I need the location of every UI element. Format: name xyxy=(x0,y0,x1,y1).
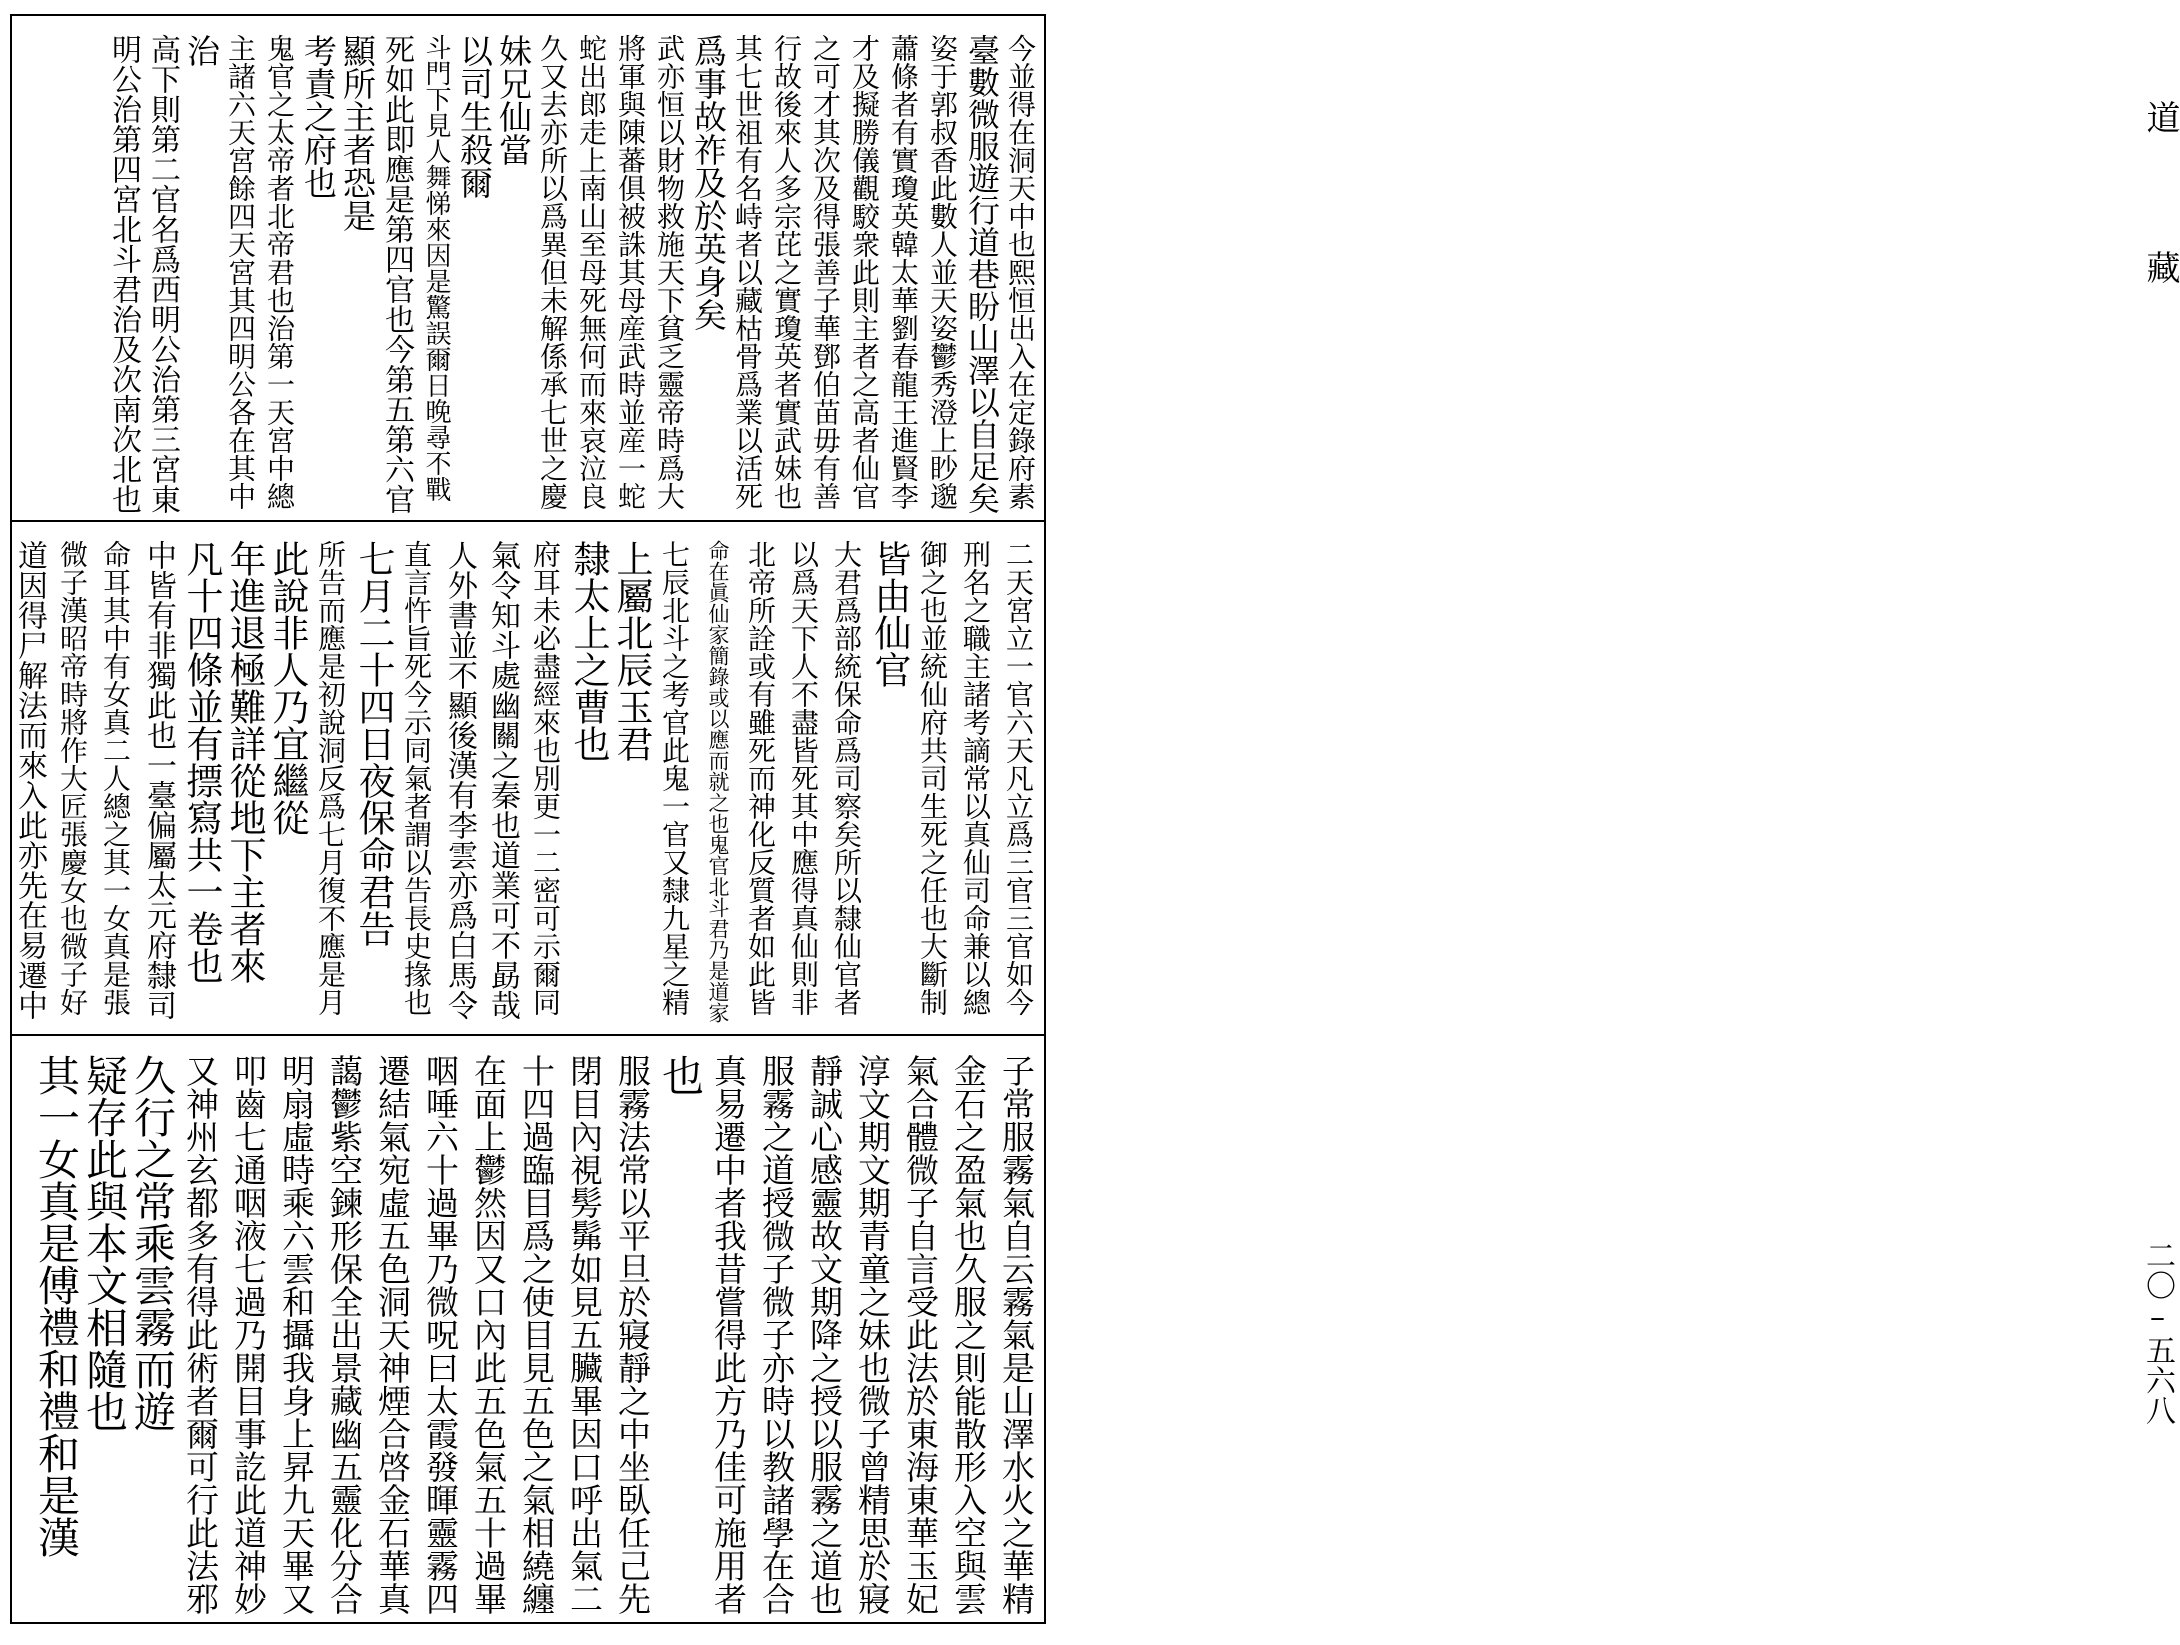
column-text: 北帝所詮或有雖死而神化反質者如此皆 xyxy=(744,540,777,1016)
column-text: 蕭條者有實瓊英韓太華劉春龍王進賢李 xyxy=(887,34,920,510)
margin-title-char: 藏 xyxy=(2140,250,2180,284)
text-column xyxy=(436,522,479,1034)
text-column xyxy=(375,16,414,520)
text-column xyxy=(798,1036,846,1622)
column-text: 鬼官之太帝者北帝君也治第一天宮中總 xyxy=(263,34,296,510)
column-text: 死如此即應是第四官也今第五第六官 xyxy=(379,34,414,514)
text-region-bottom xyxy=(10,1036,1046,1622)
column-text: 顯所主者恐是 xyxy=(338,34,377,232)
text-column xyxy=(336,16,375,520)
column-text: 十四過臨目爲之使目見五色之氣相繞纏 xyxy=(517,1054,556,1615)
text-column xyxy=(999,16,1038,520)
text-column xyxy=(765,16,804,520)
text-column xyxy=(570,16,609,520)
column-text: 氣合體微子自言受此法於東海東華玉妃 xyxy=(901,1054,940,1615)
text-column xyxy=(804,16,843,520)
column-text: 藹鬱紫空鍊形保全出景藏幽五靈化分合 xyxy=(325,1054,364,1615)
text-region-middle xyxy=(10,522,1046,1034)
column-text: 靜誠心感靈故文期降之授以服霧之道也 xyxy=(805,1054,844,1615)
column-text: 府耳未必盡經來也別更一二密可示爾同 xyxy=(529,540,562,1016)
text-column xyxy=(882,16,921,520)
text-column xyxy=(909,522,952,1034)
column-text: 明公治第四宮北斗君治及次南次北也 xyxy=(106,34,141,514)
column-text: 妹兄仙當 xyxy=(494,34,533,166)
text-column xyxy=(180,16,219,520)
text-column xyxy=(990,1036,1038,1622)
column-text: 皆由仙官 xyxy=(868,540,911,688)
column-text: 服霧之道授微子微子亦時以教諸學在合 xyxy=(757,1054,796,1615)
column-text: 遷結氣宛虛五色洞天神煙合啓金石華真 xyxy=(373,1054,412,1615)
text-column xyxy=(102,16,141,520)
column-text: 七辰北斗之考官此鬼一官又隸九星之精 xyxy=(658,540,691,1016)
column-text: 臺數微服遊行道巷盼山澤以自足矣 xyxy=(963,34,1001,514)
column-text: 子常服霧氣自云霧氣是山澤水火之華精 xyxy=(997,1054,1036,1615)
text-column xyxy=(608,522,651,1034)
text-column xyxy=(702,1036,750,1622)
column-text: 斗門下見人舞悌來因是驚誤爾日晚尋不戰 xyxy=(421,34,451,502)
text-column xyxy=(30,1036,81,1622)
column-text: 御之也並統仙府共司生死之任也大斷制 xyxy=(916,540,949,1016)
text-column xyxy=(141,16,180,520)
text-column xyxy=(609,16,648,520)
text-column xyxy=(921,16,960,520)
text-column xyxy=(995,522,1038,1034)
column-text: 大君爲部統保命爲司察矣所以隸仙官者 xyxy=(830,540,863,1016)
text-column xyxy=(135,522,178,1034)
text-column xyxy=(307,522,350,1034)
text-column xyxy=(654,1036,705,1622)
text-column xyxy=(366,1036,414,1622)
text-column xyxy=(823,522,866,1034)
column-text: 金石之盈氣也久服之則能散形入空與雲 xyxy=(949,1054,988,1615)
text-column xyxy=(846,1036,894,1622)
text-column xyxy=(510,1036,558,1622)
column-text: 命耳其中有女真二人總之其一女真是張 xyxy=(99,540,132,1016)
column-text: 其一女真是傅禮和禮和是漢 xyxy=(32,1054,81,1558)
text-column xyxy=(479,522,522,1034)
text-column xyxy=(264,522,307,1034)
column-text: 將軍與陳蕃俱被誅其母産武時並産一蛇 xyxy=(614,34,647,510)
text-column xyxy=(843,16,882,520)
text-column xyxy=(737,522,780,1034)
column-text: 也 xyxy=(656,1054,705,1096)
column-text: 明扇虛時乘六雲和攝我身上昇九天畢又 xyxy=(277,1054,316,1615)
text-column xyxy=(6,522,49,1034)
text-column xyxy=(651,522,694,1034)
column-text: 久行之常乘雲霧而遊 xyxy=(128,1054,177,1432)
text-region-top xyxy=(10,16,1046,520)
column-text: 所告而應是初說洞反爲七月復不應是月 xyxy=(314,540,347,1016)
column-text: 以司生殺爾 xyxy=(455,34,494,199)
column-text: 二天宮立一官六天凡立爲三官三官如今 xyxy=(1002,540,1035,1016)
column-text: 真易遷中者我昔嘗得此方乃佳可施用者 xyxy=(709,1054,748,1615)
text-column xyxy=(92,522,135,1034)
text-column xyxy=(222,1036,270,1622)
column-text: 凡十四條並有摽寫共一卷也 xyxy=(180,540,223,984)
column-text: 高下則第二官名爲西明公治第三宮東 xyxy=(145,34,180,514)
text-column xyxy=(531,16,570,520)
text-column xyxy=(453,16,492,520)
text-column xyxy=(866,522,909,1034)
text-column xyxy=(726,16,765,520)
text-column xyxy=(126,1036,177,1622)
column-text: 直言忤旨死今示同氣者謂以告長史掾也 xyxy=(400,540,433,1016)
text-column xyxy=(393,522,436,1034)
text-column xyxy=(270,1036,318,1622)
column-text: 治 xyxy=(182,34,221,67)
column-text: 爲事故祚及於英身矣 xyxy=(689,34,728,331)
page-number: 二〇–五六八 xyxy=(2140,1240,2175,1425)
text-column xyxy=(297,16,336,520)
column-text: 中皆有非獨此也一臺偏屬太元府隸司 xyxy=(141,540,176,1020)
column-text: 蛇出郎走上南山至母死無何而來哀泣良 xyxy=(575,34,608,510)
text-column xyxy=(462,1036,510,1622)
column-text: 才及擬勝儀觀駮衆此則主者之高者仙官 xyxy=(848,34,881,510)
text-column xyxy=(894,1036,942,1622)
margin-title-char: 道 xyxy=(2140,100,2180,134)
column-text: 武亦恒以財物救施天下貧乏靈帝時爲大 xyxy=(653,34,686,510)
column-text: 考責之府也 xyxy=(299,34,338,199)
column-text: 在面上鬱然因又口內此五色氣五十過畢 xyxy=(469,1054,508,1615)
column-text: 姿于郭叔香此數人並天姿鬱秀澄上眇邈 xyxy=(926,34,959,510)
column-text: 行故後來人多宗芘之實瓊英者實武妹也 xyxy=(770,34,803,510)
column-text: 上屬北辰玉君 xyxy=(610,540,653,762)
column-text: 刑名之職主諸考謫常以真仙司命兼以總 xyxy=(959,540,992,1016)
text-column xyxy=(942,1036,990,1622)
column-text: 命在眞仙家簡錄或以應而就之也鬼官北斗君乃是道家 xyxy=(706,540,730,1023)
text-column xyxy=(178,522,221,1034)
text-column xyxy=(558,1036,606,1622)
column-text: 淳文期文期青童之妹也微子曾精思於寢 xyxy=(853,1054,892,1615)
column-text: 閉目內視髣髴如見五臟畢因口呼出氣二 xyxy=(565,1054,604,1615)
text-column xyxy=(350,522,393,1034)
column-text: 此說非人乃宜繼從 xyxy=(266,540,309,836)
column-text: 氣令知斗處幽關之秦也道業可不勗哉 xyxy=(485,540,520,1020)
text-column xyxy=(780,522,823,1034)
text-column xyxy=(648,16,687,520)
column-text: 又神州玄都多有得此術者爾可行此法邪 xyxy=(181,1054,220,1615)
text-column xyxy=(694,522,737,1034)
column-text: 微子漢昭帝時將作大匠張慶女也微子好 xyxy=(56,540,89,1016)
column-text: 以爲天下人不盡皆死其中應得真仙則非 xyxy=(787,540,820,1016)
column-text: 叩齒七通咽液七過乃開目事訖此道神妙 xyxy=(229,1054,268,1615)
column-text: 之可才其次及得張善子華鄧伯苗毋有善 xyxy=(809,34,842,510)
column-text: 人外書並不顯後漢有李雲亦爲白馬令 xyxy=(442,540,477,1020)
text-column xyxy=(219,16,258,520)
column-text: 七月二十四日夜保命君告 xyxy=(352,540,395,947)
text-column xyxy=(174,1036,222,1622)
text-column xyxy=(258,16,297,520)
column-text: 其七世祖有名峙者以藏枯骨爲業以活死 xyxy=(731,34,764,510)
text-column xyxy=(318,1036,366,1622)
text-column xyxy=(414,1036,462,1622)
page-margin xyxy=(1054,0,2180,1645)
column-text: 主諸六天宮餘四天宮其四明公各在其中 xyxy=(224,34,257,510)
text-column xyxy=(49,522,92,1034)
column-text: 服霧法常以平旦於寢靜之中坐臥任己先 xyxy=(613,1054,652,1615)
text-column xyxy=(221,522,264,1034)
column-text: 年進退極難詳從地下主者來 xyxy=(223,540,266,984)
column-text: 今並得在洞天中也熙恒出入在定錄府素 xyxy=(1004,34,1037,510)
column-text: 隸太上之曹也 xyxy=(567,540,610,762)
column-text: 道因得尸解法而來入此亦先在易遷中 xyxy=(12,540,47,1020)
text-column xyxy=(952,522,995,1034)
column-text: 疑存此與本文相隨也 xyxy=(80,1054,129,1432)
text-column xyxy=(414,16,453,520)
text-column xyxy=(750,1036,798,1622)
text-column xyxy=(687,16,726,520)
column-text: 咽唾六十過畢乃微呪曰太霞發暉靈霧四 xyxy=(421,1054,460,1615)
text-column xyxy=(565,522,608,1034)
column-text: 久又去亦所以爲異但未解係承七世之慶 xyxy=(536,34,569,510)
text-column xyxy=(960,16,999,520)
text-column xyxy=(522,522,565,1034)
text-column xyxy=(606,1036,654,1622)
text-column xyxy=(492,16,531,520)
text-column xyxy=(78,1036,129,1622)
